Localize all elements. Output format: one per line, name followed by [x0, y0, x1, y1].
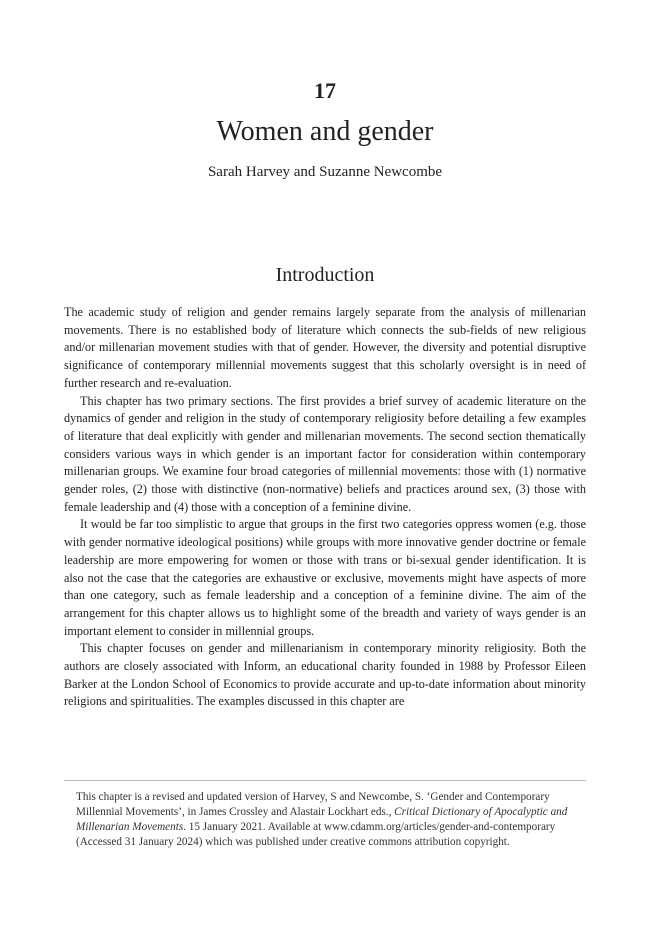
footnote-book-title: Critical Dictionary of Apocalyptic and Millenarian Movements: [76, 806, 568, 833]
chapter-title: Women and gender: [216, 116, 434, 147]
chapter-authors: Sarah Harvey and Suzanne Newcombe: [207, 164, 443, 180]
footnote: [76, 790, 584, 850]
footnote-text-start: This chapter is a revised and updated version of Harvey, S and Newcombe, S. ‘Gender and Contemporary Millennial Movements’, in James Crossley and Alastair Lockhart eds.,: [76, 791, 550, 818]
paragraph-3: It would be far too simplistic to argue that groups in the first two categories oppress women (e.g. those with gender normative ideological positions) while groups with more innovative gender doctrine or female leadership are more empowering for women or those with trans or bi-sexual gender identification. It is also not the case that the categories are exhaustive or exclusive, movements might have aspects of more than one category, such as female leadership and a conception of a feminine divine. The aim of the arrangement for this chapter allows us to highlight some of the breadth and variety of ways gender is an important element to consider in millennial groups.: [64, 517, 586, 638]
paragraph-2: This chapter has two primary sections. The first provides a brief survey of academic literature on the dynamics of gender and religion in the study of contemporary religiosity before detailing a few examples of literature that deal explicitly with gender and millenarian movements. The second section thematically considers various ways in which gender is an important factor for consideration within contemporary millenarian groups. We examine four broad categories of millennial movements: those with (1) normative gender roles, (2) those with distinctive (non-normative) beliefs and practices around sex, (3) those with female leadership and (4) those with a conception of a feminine divine.: [64, 393, 586, 514]
body-text: [64, 304, 586, 711]
footnote-text-end: . 15 January 2021. Available at www.cdamm.org/articles/gender-and-contemporary (Accessed 31 January 2024) which was published under creative commons attribution copyright.: [76, 821, 556, 848]
footnote-divider: [64, 780, 586, 781]
section-heading: Introduction: [275, 264, 375, 286]
paragraph-1: The academic study of religion and gender remains largely separate from the analysis of millenarian movements. There is no established body of literature which connects the sub-fields of new religious and/or millenarian movement studies with that of gender. However, the diversity and potential disruptive significance of contemporary millennial movements suggest that this scholarly oversight is in need of further research and re-evaluation.: [64, 305, 586, 390]
chapter-number: 17: [314, 78, 336, 103]
paragraph-4: This chapter focuses on gender and millenarianism in contemporary minority religiosity. Both the authors are closely associated with Inform, an educational charity founded in 1988 by Professor Eileen Barker at the London School of Economics to provide accurate and up-to-date information about minority religions and spiritualities. The examples discussed in this chapter are: [64, 641, 586, 709]
